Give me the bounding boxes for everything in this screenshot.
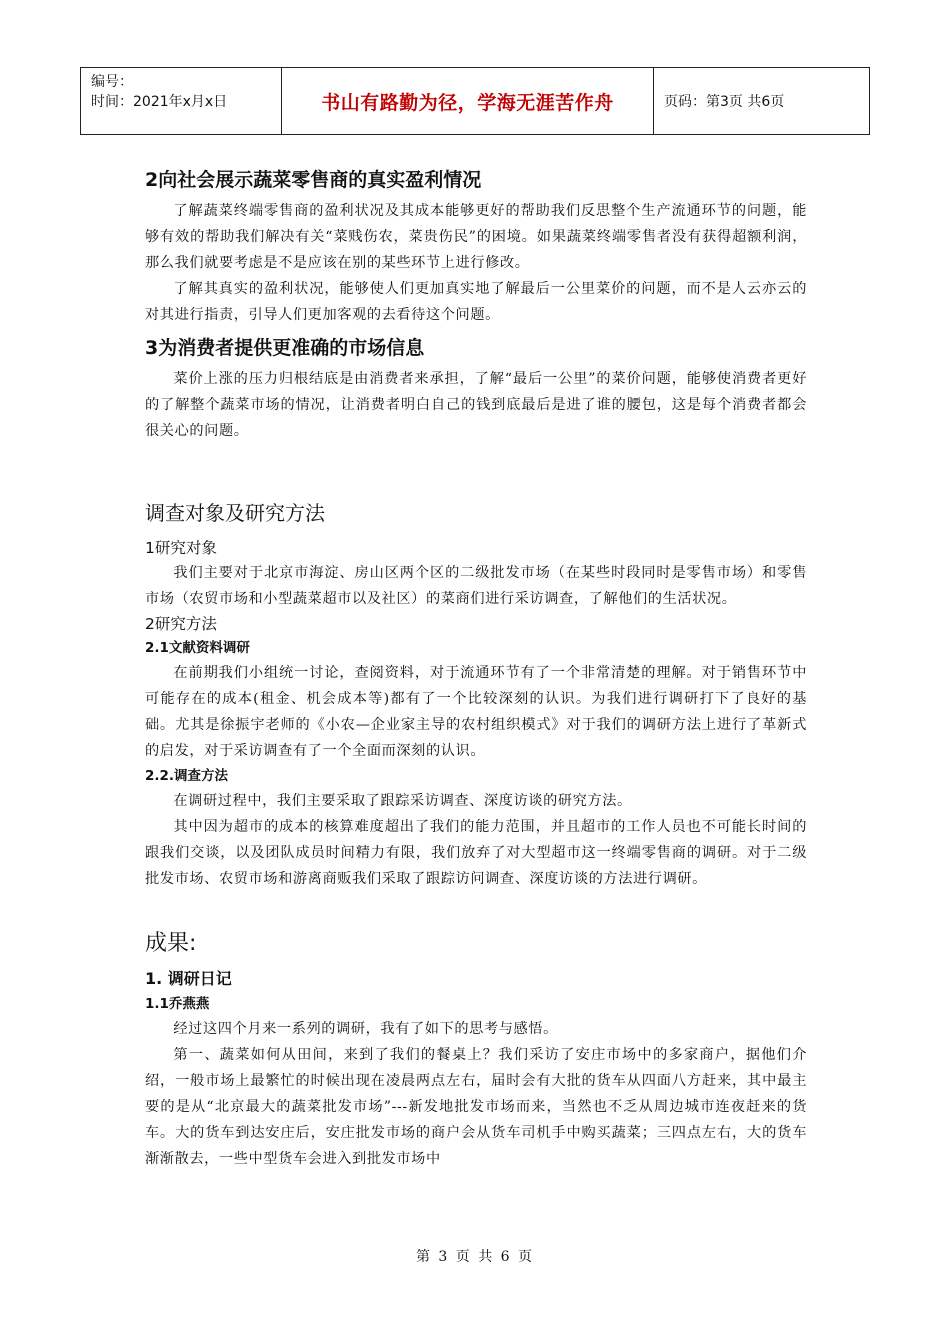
literature-research-paragraph: 在前期我们小组统一讨论，查阅资料，对于流通环节有了一个非常清楚的理解。对于销售环节中可能存在的成本(租金、机会成本等)都有了一个比较深刻的认识。为我们进行调研打下了良好的基础。尤其是徐振宇老师的《小农—企业家主导的农村组织模式》对于我们的调研方法上进行了革新式的启发，对于采访调查有了一个全面而深刻的认识。	[145, 665, 807, 759]
research-method-heading: 2研究方法	[145, 615, 217, 633]
diary-author-heading: 1.1乔燕燕	[145, 996, 210, 1012]
research-diary-heading: 1. 调研日记	[145, 969, 232, 988]
diary-paragraph-1: 经过这四个月来一系列的调研，我有了如下的思考与感悟。	[173, 1021, 558, 1037]
page-header-table	[80, 67, 870, 135]
motto-text: 书山有路勤为径，学海无涯苦作舟	[321, 91, 614, 114]
survey-method-heading: 2.2.调查方法	[145, 768, 229, 784]
survey-method-paragraph-2: 其中因为超市的成本的核算难度超出了我们的能力范围，并且超市的工作人员也不可能长时间的跟我们交谈，以及团队成员时间精力有限，我们放弃了对大型超市这一终端零售商的调研。对于二级批发市场、农贸市场和游离商贩我们采取了跟踪访问调查、深度访谈的方法进行调研。	[145, 819, 807, 887]
document-body	[145, 166, 807, 1172]
research-object-heading: 1研究对象	[145, 539, 217, 557]
section-2-paragraph-1: 了解蔬菜终端零售商的盈利状况及其成本能够更好的帮助我们反思整个生产流通环节的问题，能够有效的帮助我们解决有关“菜贱伤农，菜贵伤民”的困境。如果蔬菜终端零售者没有获得超额利润，那么我们就要考虑是不是应该在别的某些环节上进行修改。	[145, 203, 807, 271]
method-section-heading: 调查对象及研究方法	[145, 501, 325, 525]
page-info-text: 页码：第3页 共6页	[664, 94, 785, 110]
research-object-paragraph: 我们主要对于北京市海淀、房山区两个区的二级批发市场（在某些时段同时是零售市场）和零售市场（农贸市场和小型蔬菜超市以及社区）的菜商们进行采访调查，了解他们的生活状况。	[145, 565, 807, 607]
literature-research-heading: 2.1文献资料调研	[145, 640, 250, 656]
section-3-heading: 3为消费者提供更准确的市场信息	[145, 337, 425, 359]
results-heading: 成果:	[145, 931, 197, 956]
section-3-paragraph-1: 菜价上涨的压力归根结底是由消费者来承担，了解“最后一公里”的菜价问题，能够使消费者更好的了解整个蔬菜市场的情况，让消费者明白自己的钱到底最后是进了谁的腰包，这是每个消费者都会很关心的问题。	[145, 371, 807, 439]
serial-number-label: 编号：	[91, 74, 133, 90]
header-meta-cell	[81, 68, 282, 134]
header-motto-cell	[282, 68, 654, 134]
section-2-heading: 2向社会展示蔬菜零售商的真实盈利情况	[145, 169, 482, 191]
survey-method-paragraph-1: 在调研过程中，我们主要采取了跟踪采访调查、深度访谈的研究方法。	[173, 793, 632, 809]
date-label: 时间：2021年x月x日	[91, 94, 228, 110]
page-footer: 第 3 页 共 6 页	[415, 1249, 535, 1265]
diary-paragraph-2: 第一、蔬菜如何从田间，来到了我们的餐桌上？我们采访了安庄市场中的多家商户，据他们介绍，一般市场上最繁忙的时候出现在凌晨两点左右，届时会有大批的货车从四面八方赶来，其中最主要的是从“北京最大的蔬菜批发市场”---新发地批发市场而来，当然也不乏从周边城市连夜赶来的货车。大的货车到达安庄后，安庄批发市场的商户会从货车司机手中购买蔬菜；三四点左右，大的货车渐渐散去，一些中型货车会进入到批发市场中	[145, 1047, 807, 1167]
section-2-paragraph-2: 了解其真实的盈利状况，能够使人们更加真实地了解最后一公里菜价的问题，而不是人云亦云的对其进行指责，引导人们更加客观的去看待这个问题。	[145, 281, 807, 323]
header-page-cell	[654, 68, 869, 134]
